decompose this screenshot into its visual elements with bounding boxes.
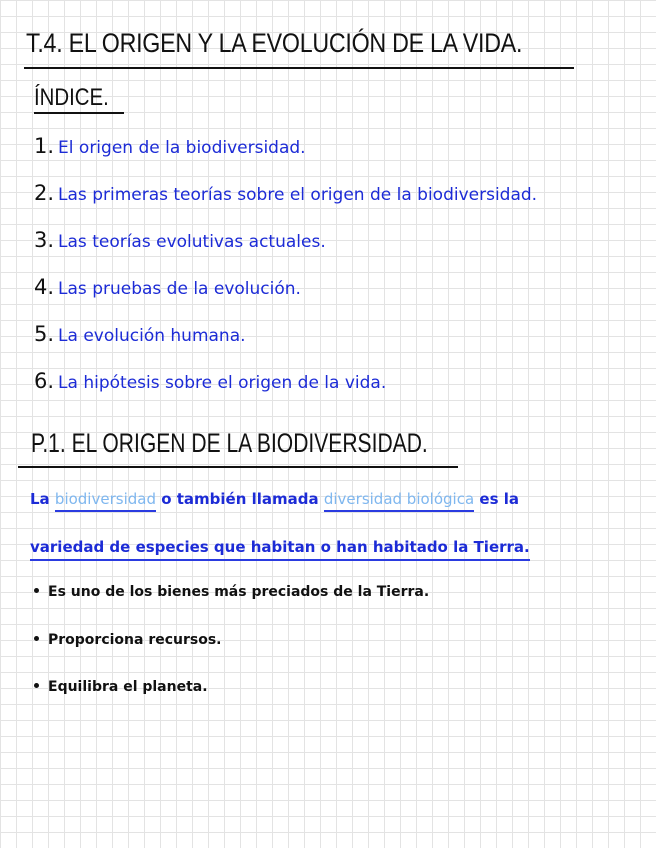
highlighted-term: biodiversidad (55, 490, 156, 512)
section-title-underline (18, 466, 458, 468)
index-item (34, 181, 537, 205)
index-item (34, 228, 326, 252)
index-text: Las primeras teorías sobre el origen de la biodiversidad. (58, 185, 538, 205)
paragraph-text: La (30, 490, 50, 508)
bullet-dot (34, 683, 39, 688)
bullet-item (34, 584, 429, 600)
bullet-item (34, 632, 222, 648)
index-heading-underline (34, 112, 124, 114)
bullet-item (34, 679, 208, 695)
index-number: 3. (34, 228, 55, 252)
index-item (34, 275, 301, 299)
bullet-dot (34, 636, 39, 641)
index-number: 4. (34, 275, 55, 299)
underlined-definition: variedad de especies que habitan o han habitado la Tierra. (30, 538, 530, 561)
paragraph-text: o también llamada (161, 490, 319, 508)
index-heading: ÍNDICE. (34, 84, 109, 111)
index-number: 1. (34, 134, 55, 158)
index-item (34, 322, 246, 346)
index-number: 2. (34, 181, 55, 205)
bullet-text: Proporciona recursos. (48, 632, 222, 648)
bullet-dot (34, 588, 39, 593)
paragraph-text: es la (479, 490, 519, 508)
paragraph-line (30, 490, 519, 508)
page-title: T.4. EL ORIGEN Y LA EVOLUCIÓN DE LA VIDA. (26, 28, 523, 58)
bullet-text: Es uno de los bienes más preciados de la Tierra. (48, 584, 430, 600)
index-text: La hipótesis sobre el origen de la vida. (58, 373, 387, 393)
index-text: Las pruebas de la evolución. (58, 279, 301, 299)
index-text: Las teorías evolutivas actuales. (58, 232, 326, 252)
bullet-text: Equilibra el planeta. (48, 679, 208, 695)
index-item (34, 134, 306, 158)
section-title: P.1. EL ORIGEN DE LA BIODIVERSIDAD. (31, 428, 428, 458)
paragraph-line (30, 538, 530, 556)
index-number: 6. (34, 369, 55, 393)
highlighted-term: diversidad biológica (324, 490, 474, 512)
title-underline (24, 67, 574, 69)
index-number: 5. (34, 322, 55, 346)
index-item (34, 369, 386, 393)
index-text: El origen de la biodiversidad. (58, 138, 306, 158)
index-text: La evolución humana. (58, 326, 246, 346)
